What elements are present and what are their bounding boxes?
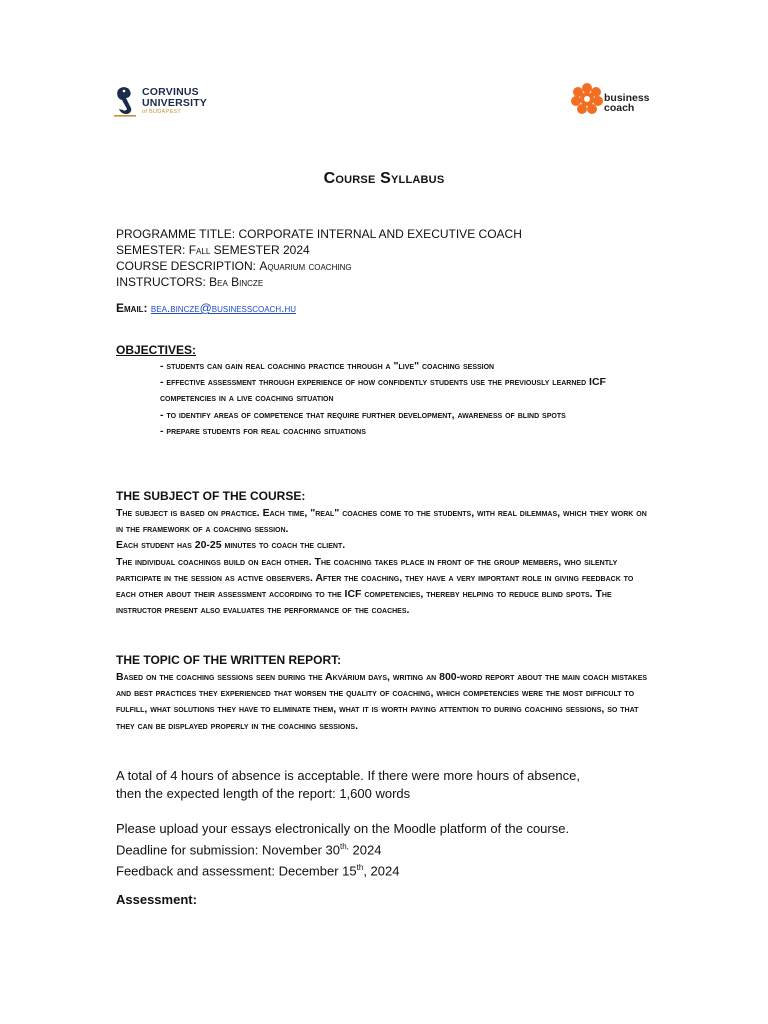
flower-icon [570, 82, 604, 116]
topic-body [116, 669, 656, 734]
upload-instruction: Please upload your essays electronically on the Moodle platform of the course. [116, 821, 570, 836]
feedback-line: Feedback and assessment: December 15th, 2024 [116, 863, 400, 879]
page-title: Course Syllabus [323, 170, 445, 187]
paragraph: Based on the coaching sessions seen during the Akvárium days, writing an 800-word report about the main coach mistakes and best practices they experienced that worsen the quality of coaching, which competencies were the most difficult to fulfill, what solutions they have to eliminate them, what it is worth paying attention to during coaching sessions, so that they can be displayed properly in the coaching sessions. [116, 671, 648, 732]
corvinus-wordmark: CORVINUS UNIVERSITY of BUDAPEST [142, 86, 208, 115]
corvinus-logo [114, 86, 224, 120]
course-meta [116, 226, 656, 290]
assessment-heading: Assessment: [116, 892, 197, 907]
programme-line: PROGRAMME TITLE: CORPORATE INTERNAL AND EXECUTIVE COACH [116, 227, 522, 241]
list-item: - to identify areas of competence that require further development, awareness of blind spots [160, 408, 566, 421]
objectives-heading: OBJECTIVES: [116, 343, 197, 357]
corvinus-crest-icon [114, 86, 138, 118]
business-coach-wordmark: business coach [604, 92, 650, 114]
list-item: - effective assessment through experience of how confidently students use the previously learned ICF competencies in a live coaching situation [160, 376, 606, 405]
submission-info [116, 820, 676, 881]
subject-body [116, 505, 656, 618]
semester-line: SEMESTER: Fall SEMESTER 2024 [116, 243, 310, 257]
objectives-list [160, 358, 640, 439]
deadline-line: Deadline for submission: November $30^{th,}$ 2024 [116, 842, 382, 858]
description-line: COURSE DESCRIPTION: Aquarium coaching [116, 259, 352, 273]
list-item: - students can gain real coaching practice through a "live" coaching session [160, 360, 495, 372]
email-line: Email: bea.bincze@businesscoach.hu [116, 301, 297, 315]
list-item: - prepare students for real coaching situations [160, 424, 366, 437]
topic-heading: THE TOPIC OF THE WRITTEN REPORT: [116, 653, 342, 667]
paragraph: The subject is based on practice. Each time, "real" coaches come to the students, with real dilemmas, which they work on in the framework of a coaching session. [116, 507, 647, 536]
paragraph: Each student has 20-25 minutes to coach the client. [116, 539, 346, 552]
email-link[interactable]: bea.bincze@businesscoach.hu [150, 301, 297, 315]
absence-note: A total of 4 hours of absence is acceptable. If there were more hours of absence, then the expected length of the report: 1,600 words [116, 768, 580, 801]
paragraph: The individual coachings build on each other. The coaching takes place in front of the group members, who silently participate in the session as active observers. After the coaching, they have a very important role in giving feedback to each other about their assessment according to the ICF competencies, thereby helping to reduce blind spots. The instructor present also evaluates the performance of the coaches. [116, 555, 634, 617]
subject-heading: THE SUBJECT OF THE COURSE: [116, 489, 306, 503]
business-coach-logo [570, 68, 654, 124]
instructors-line: INSTRUCTORS: Bea Bincze [116, 275, 264, 289]
